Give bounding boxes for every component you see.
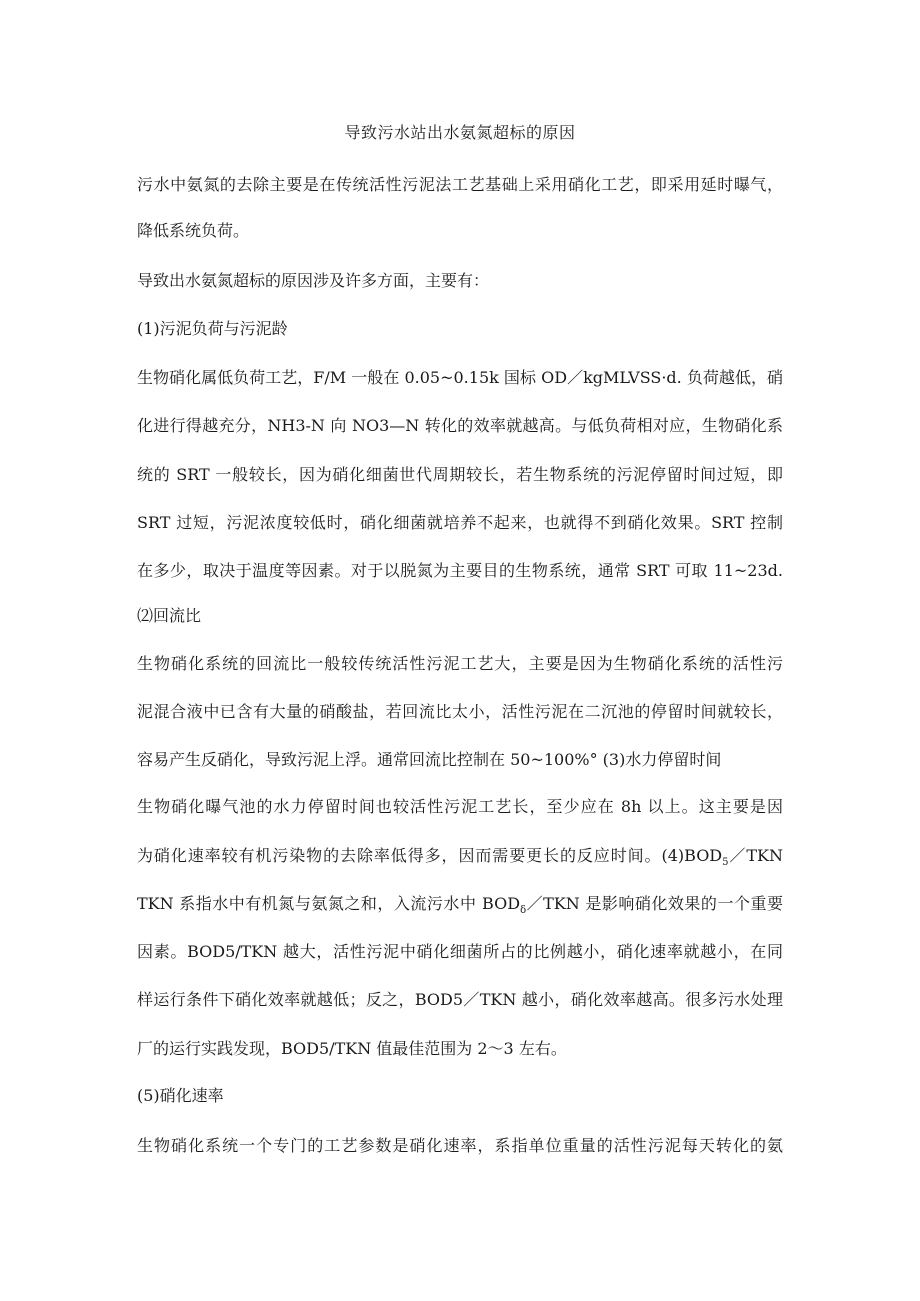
- section-2-line-2: 泥混合液中已含有大量的硝酸盐，若回流比太小，活性污泥在二沉池的停留时间就较长，: [137, 702, 783, 721]
- section-5-heading: (5)硝化速率: [137, 1086, 224, 1105]
- section-3-line-2-text: 为硝化速率较有机污染物的去除率低得多，因而需要更长的反应时间。(4)BOD: [137, 846, 723, 865]
- section-1-line-3: 统的 SRT 一般较长，因为硝化细菌世代周期较长，若生物系统的污泥停留时间过短，即: [137, 465, 783, 484]
- section-4-line-2: 因素。BOD5/TKN 越大，活性污泥中硝化细菌所占的比例越小，硝化速率就越小，在同: [137, 942, 783, 961]
- section-2-heading: ⑵回流比: [137, 606, 202, 625]
- document-title: 导致污水站出水氨氮超标的原因: [344, 123, 576, 142]
- section-1-heading: (1)污泥负荷与污泥龄: [137, 319, 288, 338]
- section-5-line-1: 生物硝化系统一个专门的工艺参数是硝化速率，系指单位重量的活性污泥每天转化的氨: [137, 1136, 783, 1155]
- section-1-line-2: 化进行得越充分，NH3-N 向 NO3—N 转化的效率就越高。与低负荷相对应，生物硝化系: [137, 416, 783, 435]
- section-1-line-5: 在多少，取决于温度等因素。对于以脱氮为主要目的生物系统，通常 SRT 可取 11~23d.: [137, 561, 783, 580]
- section-4-line-1: [137, 893, 783, 915]
- section-1-line-4: SRT 过短，污泥浓度较低时，硝化细菌就培养不起来，也就得不到硝化效果。SRT 控制: [137, 513, 783, 532]
- overview-line: 导致出水氨氮超标的原因涉及许多方面，主要有：: [137, 271, 490, 290]
- intro-line-2: 降低系统负荷。: [137, 221, 250, 240]
- section-2-line-1: 生物硝化系统的回流比一般较传统活性污泥工艺大，主要是因为生物硝化系统的活性污: [137, 654, 783, 673]
- section-4-line-1-text: TKN 系指水中有机氮与氨氮之和，入流污水中 BOD: [137, 894, 521, 913]
- section-1-line-1: 生物硝化属低负荷工艺，F/M 一般在 0.05~0.15k 国标 OD／kgMLVSS·d. 负荷越低，硝: [137, 368, 783, 387]
- section-4-line-4: 厂的运行实践发现，BOD5/TKN 值最佳范围为 2～3 左右。: [137, 1039, 567, 1058]
- section-2-line-3: 容易产生反硝化，导致污泥上浮。通常回流比控制在 50~100%° (3)水力停留时间: [137, 750, 722, 769]
- section-4-line-3: 样运行条件下硝化效率就越低；反之，BOD5／TKN 越小，硝化效率越高。很多污水处理: [137, 990, 783, 1009]
- bod-subscript: 5: [722, 857, 729, 867]
- section-3-line-2: [137, 845, 783, 867]
- section-3-line-2-tail: ／TKN: [728, 846, 783, 865]
- section-4-line-1-tail: ／TKN 是影响硝化效果的一个重要: [526, 894, 783, 913]
- section-3-line-1: 生物硝化曝气池的水力停留时间也较活性污泥工艺长，至少应在 8h 以上。这主要是因: [137, 797, 783, 816]
- intro-line-1: 污水中氨氮的去除主要是在传统活性污泥法工艺基础上采用硝化工艺，即采用延时曝气，: [137, 175, 783, 194]
- bod-subscript-2: δ: [520, 905, 527, 915]
